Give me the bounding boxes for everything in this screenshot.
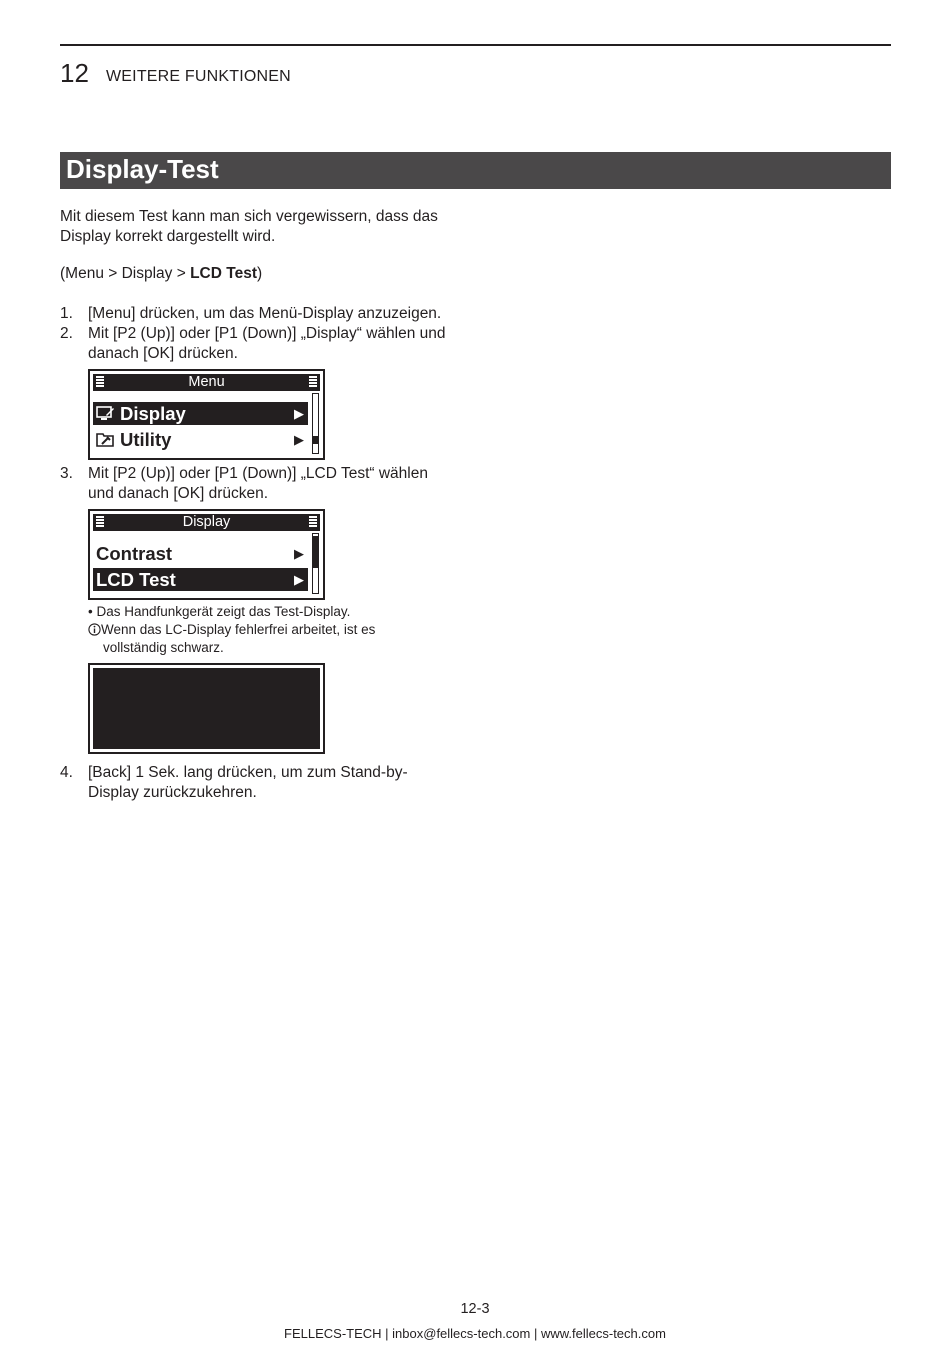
footer-text: FELLECS-TECH | inbox@fellecs-tech.com | www.fellecs-tech.com <box>284 1326 666 1341</box>
intro-text: Mit diesem Test kann man sich vergewissern, dass das Display korrekt dargestellt wird. <box>60 208 438 245</box>
lcd-scroll-thumb <box>313 536 318 568</box>
lcd-item-label: Utility <box>120 429 172 450</box>
lcd-test-screen <box>88 663 325 754</box>
step-number: 3. <box>60 465 73 482</box>
lcd-display-screen <box>88 509 325 600</box>
battery-icon <box>309 516 317 529</box>
arrow-right-icon: ▶ <box>294 572 304 587</box>
menu-path <box>60 265 262 283</box>
lcd-menu-item-contrast <box>93 542 308 565</box>
lcd-scrollbar <box>312 393 319 454</box>
arrow-right-icon: ▶ <box>294 406 304 421</box>
note-bullet: • Das Handfunkgerät zeigt das Test-Display. <box>88 604 351 619</box>
lcd-header <box>93 374 320 391</box>
lcd-item-label: Display <box>120 403 186 424</box>
display-icon <box>96 405 115 422</box>
step-number: 1. <box>60 305 73 322</box>
arrow-right-icon: ▶ <box>294 546 304 561</box>
lcd-item-label: Contrast <box>96 543 173 564</box>
step-text: [Back] 1 Sek. lang drücken, um zum Stand-by-Display zurückzukehren. <box>88 764 408 801</box>
menu-path-bold: LCD Test <box>190 265 257 282</box>
chapter-number: 12 <box>60 58 89 88</box>
lcd-item-label: LCD Test <box>96 569 176 590</box>
menu-path-suffix: ) <box>256 265 263 282</box>
section-heading-bar <box>60 152 891 189</box>
lcd-header-title: Display <box>182 514 231 530</box>
lcd-menu-screen <box>88 369 325 460</box>
utility-icon <box>96 431 115 448</box>
section-title: Display-Test <box>66 154 219 184</box>
header-rule <box>60 44 891 46</box>
lcd-header <box>93 514 320 531</box>
lcd-menu-item-display <box>93 402 308 425</box>
lcd-header-title: Menu <box>188 374 225 390</box>
note-info <box>88 621 375 639</box>
menu-path-prefix: (Menu > Display > <box>60 265 191 282</box>
info-icon <box>88 623 101 636</box>
chapter-title: WEITERE FUNKTIONEN <box>106 68 291 85</box>
battery-icon <box>96 516 104 529</box>
battery-icon <box>96 376 104 389</box>
lcd-scroll-thumb <box>313 436 318 444</box>
note-info-line1: Wenn das LC-Display fehlerfrei arbeitet, ist es <box>101 622 376 637</box>
step-text: [Menu] drücken, um das Menü-Display anzuzeigen. <box>88 305 442 322</box>
step-text: Mit [P2 (Up)] oder [P1 (Down)] „LCD Test“ wählen und danach [OK] drücken. <box>88 465 428 502</box>
step-number: 2. <box>60 325 73 342</box>
battery-icon <box>309 376 317 389</box>
step-number: 4. <box>60 764 73 781</box>
lcd-test-black-area <box>93 668 320 749</box>
lcd-menu-item-utility <box>93 428 308 451</box>
arrow-right-icon: ▶ <box>294 432 304 447</box>
page-number: 12-3 <box>460 1301 490 1317</box>
lcd-scrollbar <box>312 533 319 594</box>
lcd-menu-item-lcd-test <box>93 568 308 591</box>
step-text: Mit [P2 (Up)] oder [P1 (Down)] „Display“ wählen und danach [OK] drücken. <box>88 325 446 362</box>
note-info-line2: vollständig schwarz. <box>103 640 224 655</box>
